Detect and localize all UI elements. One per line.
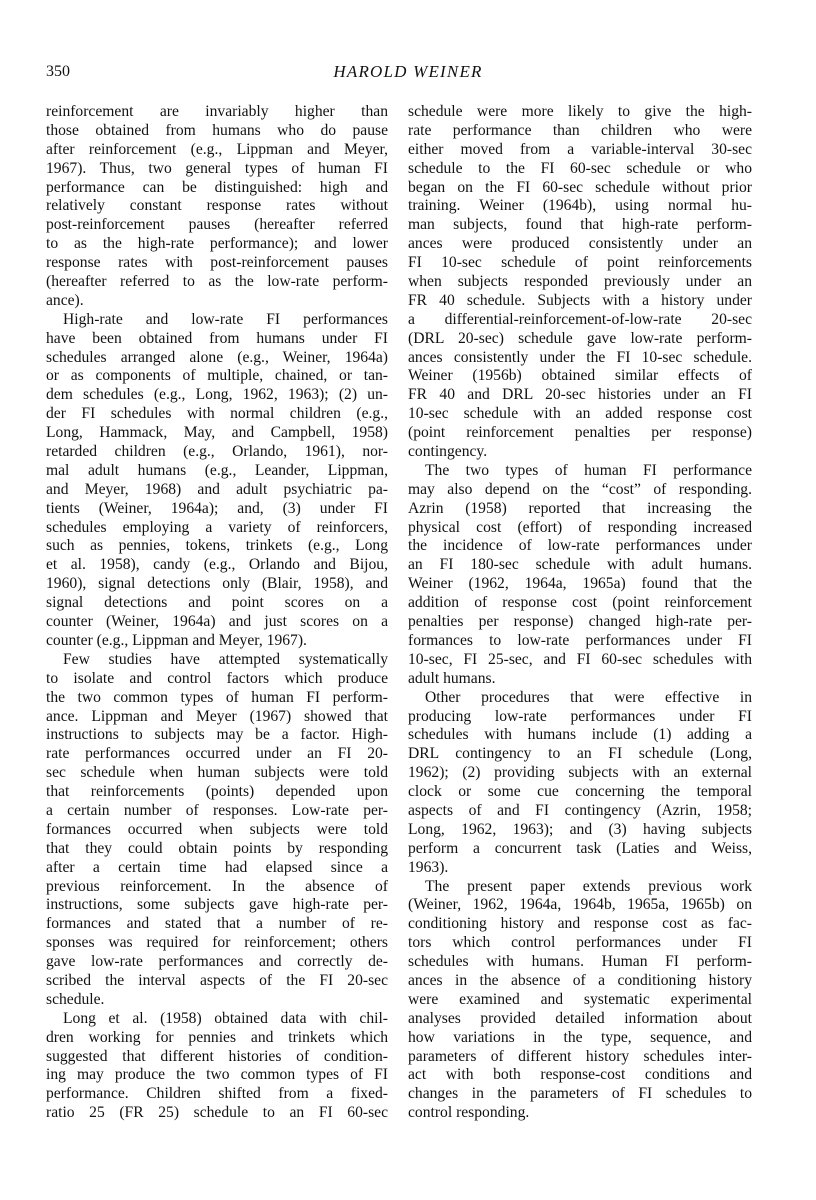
text-line: formances and stated that a number of re- bbox=[46, 915, 388, 933]
text-line: 10-sec schedule with an added response cost bbox=[408, 405, 752, 423]
text-line: schedules arranged alone (e.g., Weiner, 1964a) bbox=[46, 348, 388, 366]
text-line: parameters of different history schedules inter- bbox=[408, 1047, 752, 1065]
text-line: producing low-rate performances under FI bbox=[408, 707, 752, 725]
text-line: ances consistently under the FI 10-sec schedule. bbox=[408, 348, 752, 366]
text-line: Long, 1962, 1963); and (3) having subjects bbox=[408, 820, 752, 838]
text-line: rate performances occurred under an FI 20- bbox=[46, 745, 388, 763]
text-line: High-rate and low-rate FI performances bbox=[63, 310, 388, 328]
text-line: schedule to the FI 60-sec schedule or who bbox=[408, 159, 752, 177]
text-line: an FI 180-sec schedule with adult humans. bbox=[408, 556, 752, 574]
text-line: FR 40 and DRL 20-sec histories under an FI bbox=[408, 386, 752, 404]
text-line: were examined and systematic experimental bbox=[408, 990, 752, 1008]
text-line: response rates with post-reinforcement pauses bbox=[46, 254, 388, 272]
text-line: DRL contingency to an FI schedule (Long, bbox=[408, 745, 752, 763]
text-line: suggested that different histories of condition- bbox=[46, 1047, 388, 1065]
text-line: (Weiner, 1962, 1964a, 1964b, 1965a, 1965b) on bbox=[408, 896, 752, 914]
text-line: how variations in the type, sequence, and bbox=[408, 1028, 752, 1046]
text-line: ances in the absence of a conditioning history bbox=[408, 971, 752, 989]
text-line: may also depend on the “cost” of responding. bbox=[408, 480, 752, 498]
text-line: relatively constant response rates without bbox=[46, 197, 388, 215]
text-line: instructions to subjects may be a factor. High- bbox=[46, 726, 388, 744]
text-line: began on the FI 60-sec schedule without prior bbox=[408, 178, 752, 196]
text-line: training. Weiner (1964b), using normal hu- bbox=[408, 197, 752, 215]
text-line: sec schedule when human subjects were told bbox=[46, 764, 388, 782]
text-line: instructions, some subjects gave high-rate per- bbox=[46, 896, 388, 914]
text-line: those obtained from humans who do pause bbox=[46, 121, 388, 139]
text-line: (DRL 20-sec) schedule gave low-rate perform- bbox=[408, 329, 752, 347]
text-line: signal detections and point scores on a bbox=[46, 594, 388, 612]
text-line: schedules with humans include (1) adding a bbox=[408, 726, 752, 744]
text-line: perform a concurrent task (Laties and Weiss, bbox=[408, 839, 752, 857]
text-line: to isolate and control factors which produce bbox=[46, 669, 388, 687]
text-line: et al. 1958), candy (e.g., Orlando and Bijou, bbox=[46, 556, 388, 574]
text-line: that they could obtain points by responding bbox=[46, 839, 388, 857]
text-line: reinforcement are invariably higher than bbox=[46, 103, 388, 120]
text-line: performance can be distinguished: high and bbox=[46, 178, 388, 196]
text-line: either moved from a variable-interval 30-sec bbox=[408, 140, 752, 158]
text-line: Long et al. (1958) obtained data with chil- bbox=[63, 1009, 388, 1027]
text-line: mal adult humans (e.g., Leander, Lippman, bbox=[46, 461, 388, 479]
text-line: a differential-reinforcement-of-low-rate 20-sec bbox=[408, 310, 752, 328]
text-line: FR 40 schedule. Subjects with a history under bbox=[408, 291, 752, 309]
text-line: Weiner (1962, 1964a, 1965a) found that the bbox=[408, 575, 752, 593]
text-line: 1967). Thus, two general types of human FI bbox=[46, 159, 388, 177]
text-line: contingency. bbox=[408, 443, 488, 461]
text-line: (point reinforcement penalties per response) bbox=[408, 424, 752, 442]
text-line: tients (Weiner, 1964a); and, (3) under FI bbox=[46, 499, 388, 517]
text-line: clock or some cue concerning the temporal bbox=[408, 783, 752, 801]
text-line: a certain number of responses. Low-rate per- bbox=[46, 801, 388, 819]
text-line: dem schedules (e.g., Long, 1962, 1963); (2) un- bbox=[46, 386, 388, 404]
text-line: changes in the parameters of FI schedules to bbox=[408, 1085, 752, 1103]
text-line: ances were produced consistently under an bbox=[408, 235, 752, 253]
text-line: der FI schedules with normal children (e.g., bbox=[46, 405, 388, 423]
text-line: 10-sec, FI 25-sec, and FI 60-sec schedules with bbox=[408, 650, 752, 668]
text-line: 1963). bbox=[408, 858, 449, 876]
text-line: conditioning history and response cost as fac- bbox=[408, 915, 752, 933]
text-line: aspects of and FI contingency (Azrin, 1958; bbox=[408, 801, 752, 819]
text-line: The two types of human FI performance bbox=[425, 461, 752, 479]
text-line: performance. Children shifted from a fixed- bbox=[46, 1085, 388, 1103]
text-line: gave low-rate performances and correctly de- bbox=[46, 953, 388, 971]
text-line: analyses provided detailed information about bbox=[408, 1009, 752, 1027]
text-line: formances to low-rate performances under FI bbox=[408, 631, 752, 649]
text-line: that reinforcements (points) depended upon bbox=[46, 783, 388, 801]
text-line: after a certain time had elapsed since a bbox=[46, 858, 388, 876]
text-line: to as the high-rate performance); and lower bbox=[46, 235, 388, 253]
text-line: Few studies have attempted systematically bbox=[63, 650, 388, 668]
paragraph bbox=[46, 651, 388, 1010]
text-line: counter (Weiner, 1964a) and just scores on a bbox=[46, 613, 388, 631]
paragraph bbox=[408, 462, 752, 689]
running-head: HAROLD WEINER bbox=[333, 62, 483, 81]
text-line: Azrin (1958) reported that increasing the bbox=[408, 499, 752, 517]
text-line: FI 10-sec schedule of point reinforcements bbox=[408, 254, 752, 272]
text-line: ance. Lippman and Meyer (1967) showed that bbox=[46, 707, 388, 725]
paragraph bbox=[408, 878, 752, 1124]
right-column bbox=[408, 103, 752, 1123]
text-line: Weiner (1956b) obtained similar effects of bbox=[408, 367, 752, 385]
text-line: ance). bbox=[46, 291, 84, 309]
text-line: have been obtained from humans under FI bbox=[46, 329, 388, 347]
paragraph bbox=[408, 103, 752, 462]
text-line: scribed the interval aspects of the FI 20-sec bbox=[46, 971, 388, 989]
text-line: schedule. bbox=[46, 990, 105, 1008]
text-line: (hereafter referred to as the low-rate perform- bbox=[46, 273, 388, 291]
text-line: Long, Hammack, May, and Campbell, 1958) bbox=[46, 424, 388, 442]
paragraph bbox=[46, 311, 388, 651]
text-line: The present paper extends previous work bbox=[425, 877, 752, 895]
text-line: 1962); (2) providing subjects with an external bbox=[408, 764, 752, 782]
text-line: schedules with humans. Human FI perform- bbox=[408, 953, 752, 971]
text-line: the incidence of low-rate performances under bbox=[408, 537, 752, 555]
text-line: the two common types of human FI perform- bbox=[46, 688, 388, 706]
text-line: penalties per response) changed high-rate per- bbox=[408, 613, 752, 631]
text-line: schedules employing a variety of reinforcers, bbox=[46, 518, 388, 536]
text-line: rate performance than children who were bbox=[408, 121, 752, 139]
text-line: such as pennies, tokens, trinkets (e.g., Long bbox=[46, 537, 388, 555]
paragraph bbox=[408, 689, 752, 878]
text-line: tors which control performances under FI bbox=[408, 934, 752, 952]
text-line: control responding. bbox=[408, 1104, 530, 1122]
text-line: ing may produce the two common types of FI bbox=[46, 1066, 388, 1084]
text-line: previous reinforcement. In the absence of bbox=[46, 877, 388, 895]
left-column bbox=[46, 103, 388, 1123]
text-line: 1960), signal detections only (Blair, 1958), and bbox=[46, 575, 388, 593]
text-line: act with both response-cost conditions and bbox=[408, 1066, 752, 1084]
text-line: counter (e.g., Lippman and Meyer, 1967). bbox=[46, 631, 307, 649]
text-line: or as components of multiple, chained, or tan- bbox=[46, 367, 388, 385]
paragraph bbox=[46, 103, 388, 311]
text-line: retarded children (e.g., Orlando, 1961), nor- bbox=[46, 443, 388, 461]
text-line: physical cost (effort) of responding increased bbox=[408, 518, 752, 536]
paragraph bbox=[46, 1010, 388, 1123]
text-line: after reinforcement (e.g., Lippman and Meyer, bbox=[46, 140, 388, 158]
text-line: adult humans. bbox=[408, 669, 496, 687]
text-line: post-reinforcement pauses (hereafter referred bbox=[46, 216, 388, 234]
text-line: sponses was required for reinforcement; others bbox=[46, 934, 388, 952]
text-line: schedule were more likely to give the high- bbox=[408, 103, 752, 120]
text-line: Other procedures that were effective in bbox=[425, 688, 752, 706]
text-line: man subjects, found that high-rate perform- bbox=[408, 216, 752, 234]
text-line: when subjects responded previously under an bbox=[408, 273, 752, 291]
text-line: addition of response cost (point reinforcement bbox=[408, 594, 752, 612]
text-line: dren working for pennies and trinkets which bbox=[46, 1028, 388, 1046]
text-line: and Meyer, 1968) and adult psychiatric pa- bbox=[46, 480, 388, 498]
page-number: 350 bbox=[46, 63, 70, 80]
text-line: ratio 25 (FR 25) schedule to an FI 60-sec bbox=[46, 1104, 388, 1122]
text-line: formances occurred when subjects were told bbox=[46, 820, 388, 838]
